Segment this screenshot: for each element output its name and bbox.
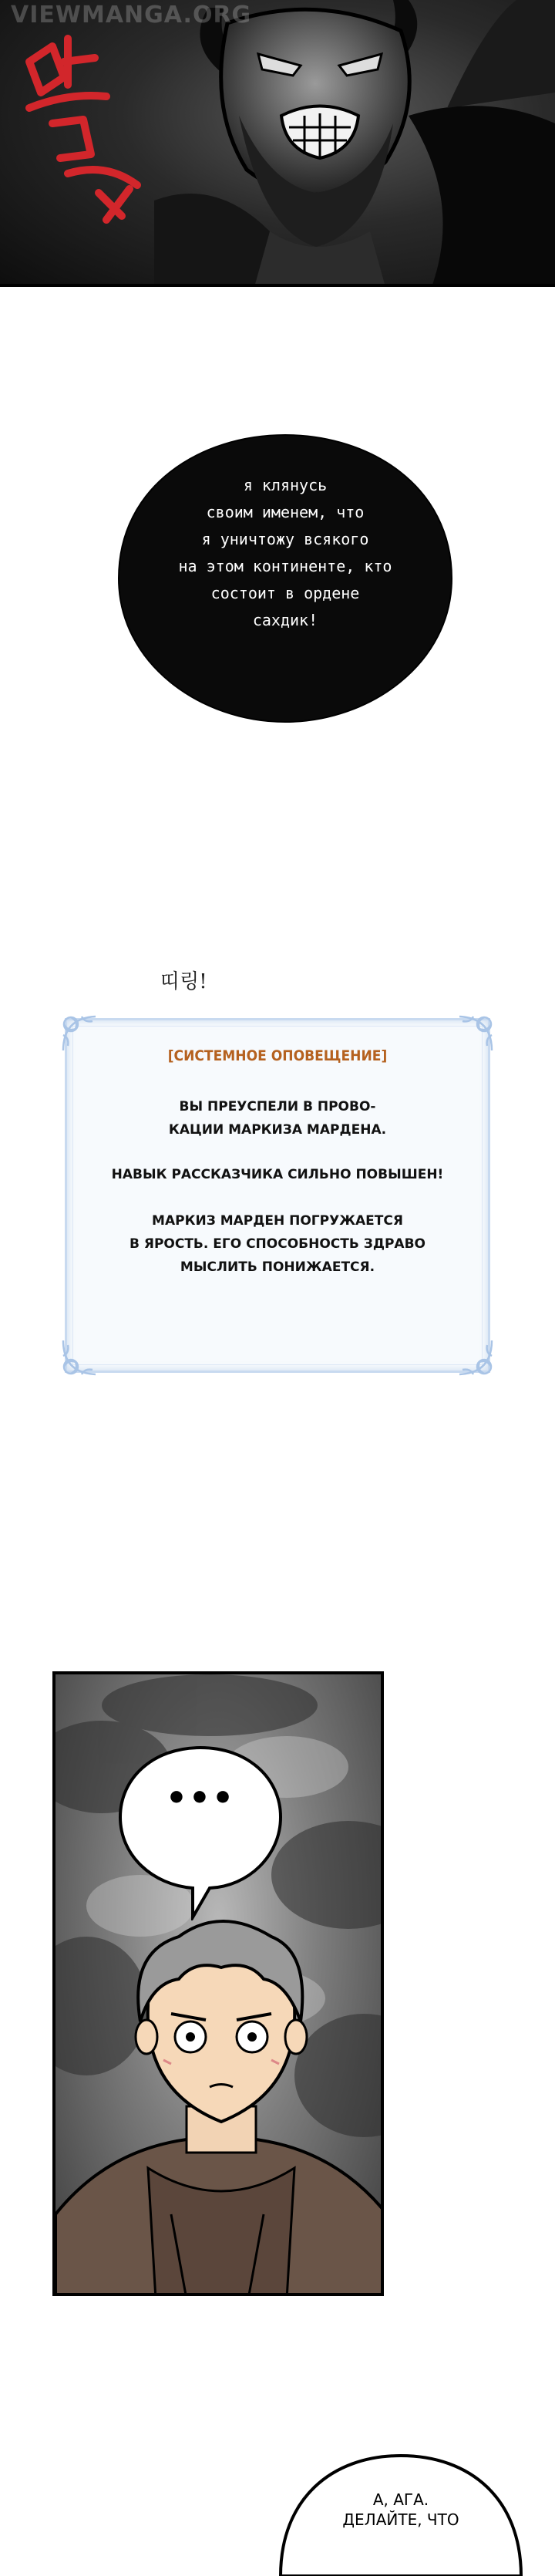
bottom-bubble-text: А, АГА. ДЕЛАЙТЕ, ЧТО (342, 2490, 459, 2529)
angry-lord-illustration (154, 0, 555, 287)
bubble-shape (116, 1743, 285, 1920)
watermark-text: VIEWMANGA.ORG (11, 2, 252, 29)
panel-border (0, 284, 555, 287)
top-panel-angry-lord (0, 0, 555, 287)
window-inner-border (72, 1026, 483, 1365)
system-message-rage: МАРКИЗ МАРДЕН ПОГРУЖАЕТСЯ В ЯРОСТЬ. ЕГО СПОСОБНОСТЬ ЗДРАВО МЫСЛИТЬ ПОНИЖАЕТСЯ. (129, 1213, 426, 1275)
speech-bubble-bottom (278, 2453, 524, 2576)
ornament-corner-icon (450, 1333, 496, 1379)
speech-bubble-ellipsis (116, 1743, 285, 1920)
system-notification-window (59, 1012, 496, 1379)
system-message-skill-up: НАВЫК РАССКАЗЧИКА СИЛЬНО ПОВЫШЕН! (111, 1167, 444, 1182)
system-window-title: [СИСТЕМНОЕ ОПОВЕЩЕНИЕ] (167, 1047, 388, 1064)
system-message-provocation: ВЫ ПРЕУСПЕЛИ В ПРОВО- КАЦИИ МАРКИЗА МАРДЕНА. (168, 1099, 387, 1138)
vow-text: я клянусь своим именем, что я уничтожу всякого на этом континенте, кто состоит в ордене сахдик! (178, 476, 392, 629)
sfx-trembling-icon (22, 31, 160, 224)
ellipsis-text: ••• (165, 1779, 236, 1818)
ornament-corner-icon (59, 1333, 105, 1379)
sfx-ding-text: 띠링! (160, 970, 207, 993)
speech-bubble-vow (116, 432, 455, 725)
